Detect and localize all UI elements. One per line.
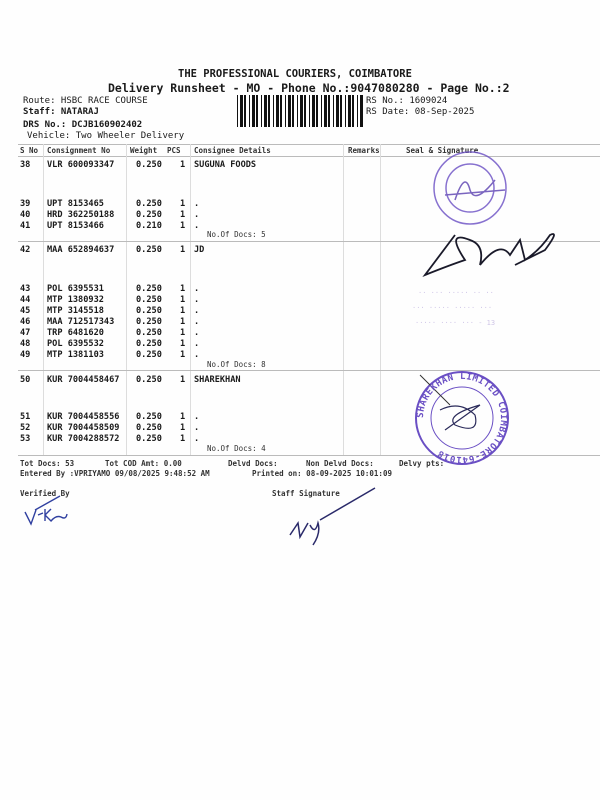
cell-wt: 0.250 [136, 412, 162, 422]
cell-cn: MTP 1380932 [47, 295, 104, 305]
cell-wt: 0.250 [136, 160, 162, 170]
cell-pcs: 1 [180, 339, 186, 349]
col-sno: S No [20, 146, 39, 155]
cell-cn: UPT 8153466 [47, 221, 104, 231]
verified-by: Verified By [20, 489, 70, 498]
svg-text:····· ···· ··· - 13: ····· ···· ··· - 13 [415, 319, 496, 327]
cell-cn: MTP 1381103 [47, 350, 104, 360]
cell-wt: 0.250 [136, 350, 162, 360]
cell-consignee: . [194, 328, 200, 338]
cell-consignee: . [194, 295, 200, 305]
cell-consignee: . [194, 284, 200, 294]
cell-consignee: . [194, 350, 200, 360]
cell-sno: 53 [20, 434, 31, 444]
cell-sno: 46 [20, 317, 31, 327]
cell-wt: 0.210 [136, 221, 162, 231]
stamp-suguna [434, 152, 506, 224]
cell-cn: KUR 7004458509 [47, 423, 120, 433]
signature-staff [290, 488, 375, 545]
svg-text:··· ····· ····· ···: ··· ····· ····· ··· [412, 304, 493, 312]
cell-wt: 0.250 [136, 199, 162, 209]
cell-sno: 42 [20, 245, 31, 255]
cell-pcs: 1 [180, 210, 186, 220]
cell-pcs: 1 [180, 412, 186, 422]
col-consignment: Consignment No [47, 146, 111, 155]
cell-pcs: 1 [180, 199, 186, 209]
cell-wt: 0.250 [136, 423, 162, 433]
cell-cn: TRP 6481620 [47, 328, 104, 338]
vehicle: Vehicle: Two Wheeler Delivery [27, 131, 185, 141]
col-consignee: Consignee Details [194, 146, 271, 155]
cell-pcs: 1 [180, 295, 186, 305]
cell-pcs: 1 [180, 221, 186, 231]
non-delvd-docs: Non Delvd Docs: [306, 459, 374, 468]
cell-pcs: 1 [180, 160, 186, 170]
cell-sno: 44 [20, 295, 31, 305]
drs-no: DRS No.: DCJB160902402 [23, 120, 143, 130]
cell-wt: 0.250 [136, 210, 162, 220]
col-pcs: PCS [167, 146, 181, 155]
cell-wt: 0.250 [136, 328, 162, 338]
cell-pcs: 1 [180, 375, 186, 385]
cell-pcs: 1 [180, 284, 186, 294]
col-seal: Seal & Signature [406, 146, 479, 155]
staff-signature-label: Staff Signature [272, 489, 340, 498]
cell-cn: MAA 712517343 [47, 317, 115, 327]
cell-sno: 51 [20, 412, 31, 422]
route: Route: HSBC RACE COURSE [23, 96, 148, 106]
cell-wt: 0.250 [136, 339, 162, 349]
group-total: No.Of Docs: 4 [207, 444, 266, 453]
delvd-docs: Delvd Docs: [228, 459, 278, 468]
col-remarks: Remarks [348, 146, 380, 155]
cell-consignee: . [194, 423, 200, 433]
cell-cn: KUR 7004458467 [47, 375, 120, 385]
cell-consignee: . [194, 210, 200, 220]
cell-sno: 50 [20, 375, 31, 385]
col-weight: Weight [130, 146, 158, 155]
cell-consignee: . [194, 317, 200, 327]
cell-consignee: . [194, 412, 200, 422]
delvy-pts: Delvy pts: [399, 459, 445, 468]
cell-cn: MAA 652894637 [47, 245, 115, 255]
staff: Staff: NATARAJ [23, 107, 99, 117]
cell-pcs: 1 [180, 434, 186, 444]
cell-consignee: . [194, 221, 200, 231]
cell-consignee: . [194, 339, 200, 349]
tot-cod: Tot COD Amt: 0.00 [105, 459, 182, 468]
cell-pcs: 1 [180, 245, 186, 255]
cell-cn: POL 6395532 [47, 339, 104, 349]
cell-sno: 38 [20, 160, 31, 170]
rs-date: RS Date: 08-Sep-2025 [366, 107, 475, 117]
cell-pcs: 1 [180, 306, 186, 316]
cell-sno: 40 [20, 210, 31, 220]
stamp-text-path: SHAREKHAN LIMITED COIMBATORE-641018 [415, 371, 509, 465]
cell-wt: 0.250 [136, 375, 162, 385]
printed-on: Printed on: 08-09-2025 10:01:09 [252, 469, 392, 478]
group-total: No.Of Docs: 5 [207, 230, 266, 239]
cell-wt: 0.250 [136, 245, 162, 255]
cell-cn: KUR 7004458556 [47, 412, 120, 422]
cell-sno: 48 [20, 339, 31, 349]
rs-no: RS No.: 1609024 [366, 96, 448, 106]
cell-cn: HRD 362250188 [47, 210, 115, 220]
cell-sno: 39 [20, 199, 31, 209]
signature-verified [25, 496, 67, 524]
cell-wt: 0.250 [136, 295, 162, 305]
cell-cn: UPT 8153465 [47, 199, 104, 209]
cell-wt: 0.250 [136, 306, 162, 316]
cell-wt: 0.250 [136, 284, 162, 294]
cell-sno: 49 [20, 350, 31, 360]
cell-wt: 0.250 [136, 434, 162, 444]
cell-sno: 47 [20, 328, 31, 338]
cell-pcs: 1 [180, 328, 186, 338]
cell-cn: MTP 3145518 [47, 306, 104, 316]
signature-jd [425, 234, 554, 275]
cell-cn: KUR 7004288572 [47, 434, 120, 444]
page-title: Delivery Runsheet - MO - Phone No.:9047080280 - Page No.:2 [108, 81, 510, 95]
svg-text:·· ··· ····· ·· ··: ·· ··· ····· ·· ·· [418, 289, 494, 297]
cell-sno: 45 [20, 306, 31, 316]
cell-consignee: SHAREKHAN [194, 375, 241, 385]
cell-pcs: 1 [180, 423, 186, 433]
cell-pcs: 1 [180, 317, 186, 327]
entered-by: Entered By :VPRIYAMO 09/08/2025 9:48:52 AM [20, 469, 210, 478]
cell-cn: VLR 600093347 [47, 160, 115, 170]
stamp-faded [412, 289, 495, 327]
cell-consignee: . [194, 434, 200, 444]
tot-docs: Tot Docs: 53 [20, 459, 75, 468]
cell-consignee: . [194, 199, 200, 209]
cell-pcs: 1 [180, 350, 186, 360]
cell-sno: 52 [20, 423, 31, 433]
cell-consignee: . [194, 306, 200, 316]
cell-consignee: JD [194, 245, 205, 255]
group-total: No.Of Docs: 8 [207, 360, 266, 369]
cell-sno: 41 [20, 221, 31, 231]
company-name: THE PROFESSIONAL COURIERS, COIMBATORE [178, 68, 412, 80]
cell-sno: 43 [20, 284, 31, 294]
cell-wt: 0.250 [136, 317, 162, 327]
cell-consignee: SUGUNA FOODS [194, 160, 257, 170]
cell-cn: POL 6395531 [47, 284, 104, 294]
